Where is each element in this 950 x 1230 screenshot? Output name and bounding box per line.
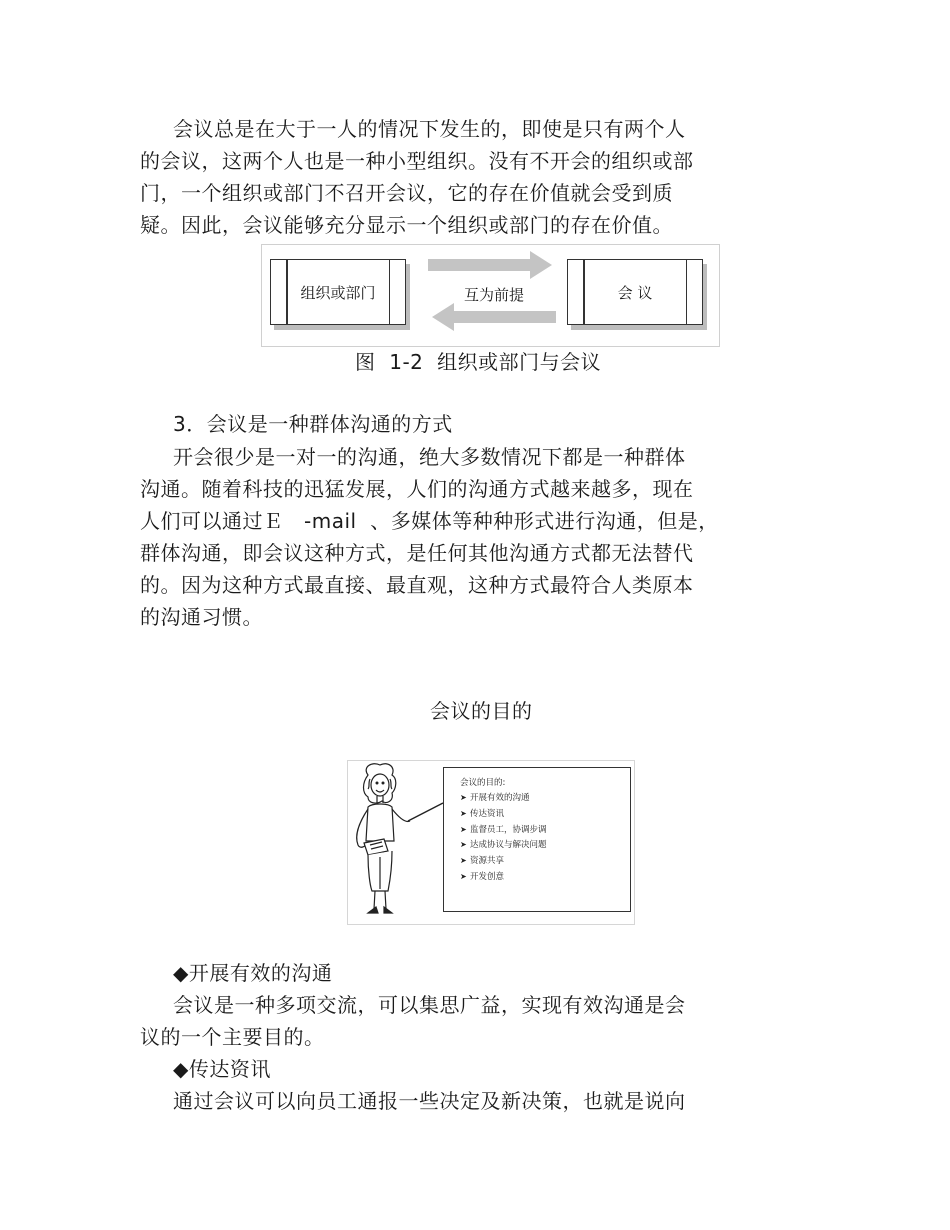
board-item-label: 达成协议与解决问题 (470, 840, 547, 850)
paragraph-line: 议的一个主要目的。 (140, 1025, 325, 1049)
board-item (460, 792, 530, 804)
paragraph-line: 开会很少是一对一的沟通，绝大多数情况下都是一种群体 (173, 445, 686, 469)
arrow-bullet-icon: ➤ (460, 840, 467, 849)
box-organization (270, 259, 406, 325)
paragraph-line: 的沟通习惯。 (140, 605, 263, 629)
figure-meeting-purposes (347, 760, 635, 925)
arrow-bullet-icon: ➤ (460, 793, 467, 802)
box-meeting-label: 会 议 (617, 283, 653, 302)
board-item (460, 839, 547, 851)
board-item-label: 监督员工，协调步调 (470, 825, 547, 835)
purpose-title: 会议的目的 (430, 699, 533, 723)
board-item (460, 808, 504, 820)
paragraph-line: 门，一个组织或部门不召开会议，它的存在价值就会受到质 (140, 181, 673, 205)
paragraph-line: 会议是一种多项交流，可以集思广益，实现有效沟通是会 (173, 993, 686, 1017)
board-title: 会议的目的: (460, 778, 506, 788)
paragraph-line: 人们可以通过Ｅ -mail 、多媒体等种种形式进行沟通，但是， (140, 509, 719, 533)
board-item-label: 资源共享 (470, 856, 505, 866)
presenter-woman-icon (348, 761, 448, 924)
board-item-label: 传达资讯 (470, 809, 505, 819)
paragraph-line: 沟通。随着科技的迅猛发展，人们的沟通方式越来越多，现在 (140, 477, 694, 501)
board-item (460, 855, 504, 867)
board-item-label: 开展有效的沟通 (470, 793, 530, 803)
paragraph-line: 的。因为这种方式最直接、最直观，这种方式最符合人类原本 (140, 573, 694, 597)
arrow-bullet-icon: ➤ (460, 872, 467, 881)
arrow-bullet-icon: ➤ (460, 809, 467, 818)
box-meeting (567, 259, 703, 325)
paragraph-line: 通过会议可以向员工通报一些决定及新决策，也就是说向 (173, 1089, 686, 1113)
purpose-heading: ◆传达资讯 (173, 1057, 271, 1081)
arrow-bullet-icon: ➤ (460, 825, 467, 834)
presentation-board (443, 767, 631, 912)
section-heading: 3．会议是一种群体沟通的方式 (173, 412, 453, 436)
paragraph-line: 的会议，这两个人也是一种小型组织。没有不开会的组织或部 (140, 149, 694, 173)
board-item (460, 871, 504, 883)
arrow-label: 互为前提 (464, 286, 525, 304)
figure-caption: 图 1-2 组织或部门与会议 (355, 350, 602, 374)
box-organization-label: 组织或部门 (300, 283, 376, 302)
board-item-label: 开发创意 (470, 872, 505, 882)
paragraph-line: 群体沟通，即会议这种方式，是任何其他沟通方式都无法替代 (140, 541, 694, 565)
board-item (460, 824, 547, 836)
arrow-bullet-icon: ➤ (460, 856, 467, 865)
paragraph-line: 会议总是在大于一人的情况下发生的，即使是只有两个人 (173, 117, 686, 141)
purpose-heading: ◆开展有效的沟通 (173, 961, 333, 985)
paragraph-line: 疑。因此，会议能够充分显示一个组织或部门的存在价值。 (140, 213, 673, 237)
figure-organization-meeting (261, 244, 720, 347)
